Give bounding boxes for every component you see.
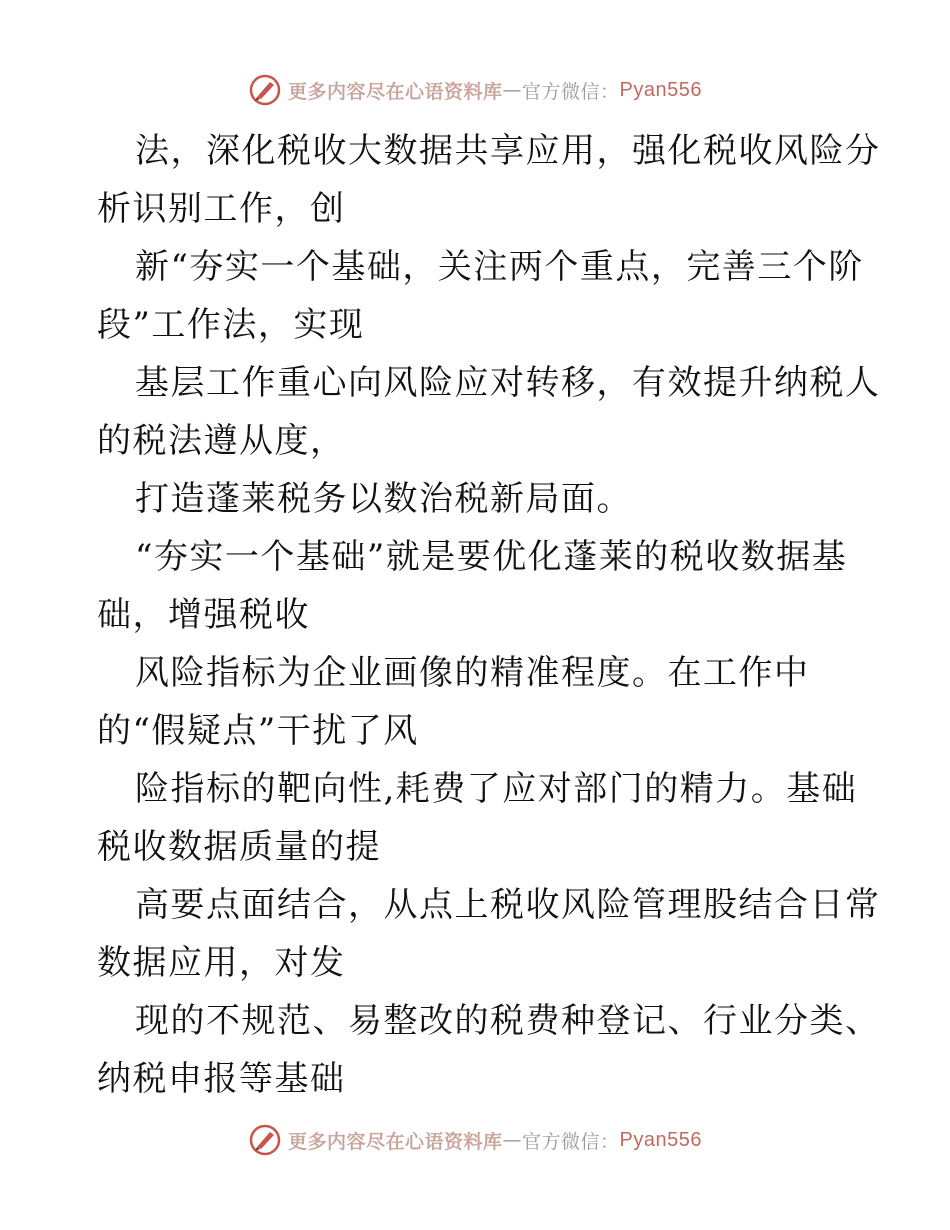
text-line: “夯实一个基础”就是要优化蓬莱的税收数据基 [135, 537, 848, 577]
text-line: 高要点面结合，从点上税收风险管理股结合日常 [135, 885, 881, 925]
brush-pen-circle-icon [248, 73, 282, 107]
footer-watermark [0, 1120, 950, 1160]
header-watermark [0, 70, 950, 110]
text-line: 风险指标为企业画像的精准程度。在工作中 [135, 653, 810, 693]
text-line: 税收数据质量的提 [97, 827, 381, 867]
watermark-brand: 更多内容尽在心语资料库 [288, 1130, 503, 1153]
text-line: 险指标的靶向性,耗费了应对部门的精力。基础 [135, 769, 858, 809]
text-line: 础，增强税收 [97, 595, 310, 635]
watermark-wechat-id: Pyan556 [619, 78, 702, 101]
watermark-wechat-label: 官方微信： [522, 80, 620, 103]
brush-pen-circle-icon [248, 1123, 282, 1157]
watermark-wechat-id: Pyan556 [619, 1128, 702, 1151]
text-line: 析识别工作，创 [97, 189, 346, 229]
text-line: 打造蓬莱税务以数治税新局面。 [135, 479, 632, 519]
watermark-dash: — [502, 79, 523, 101]
text-line: 基层工作重心向风险应对转移，有效提升纳税人 [135, 363, 881, 403]
watermark-brand: 更多内容尽在心语资料库 [288, 80, 503, 103]
text-line: 数据应用，对发 [97, 943, 346, 983]
document-body [97, 122, 881, 1108]
text-line: 的税法遵从度， [97, 421, 346, 461]
text-line: 现的不规范、易整改的税费种登记、行业分类、 [135, 1001, 881, 1041]
text-line: 新“夯实一个基础，关注两个重点，完善三个阶 [135, 247, 864, 287]
watermark-dash: — [502, 1129, 523, 1151]
watermark-wechat-label: 官方微信： [522, 1130, 620, 1153]
text-line: 纳税申报等基础 [97, 1059, 346, 1099]
text-line: 法，深化税收大数据共享应用，强化税收风险分 [135, 131, 881, 171]
text-line: 段”工作法，实现 [97, 305, 365, 345]
text-line: 的“假疑点”干扰了风 [97, 711, 419, 751]
